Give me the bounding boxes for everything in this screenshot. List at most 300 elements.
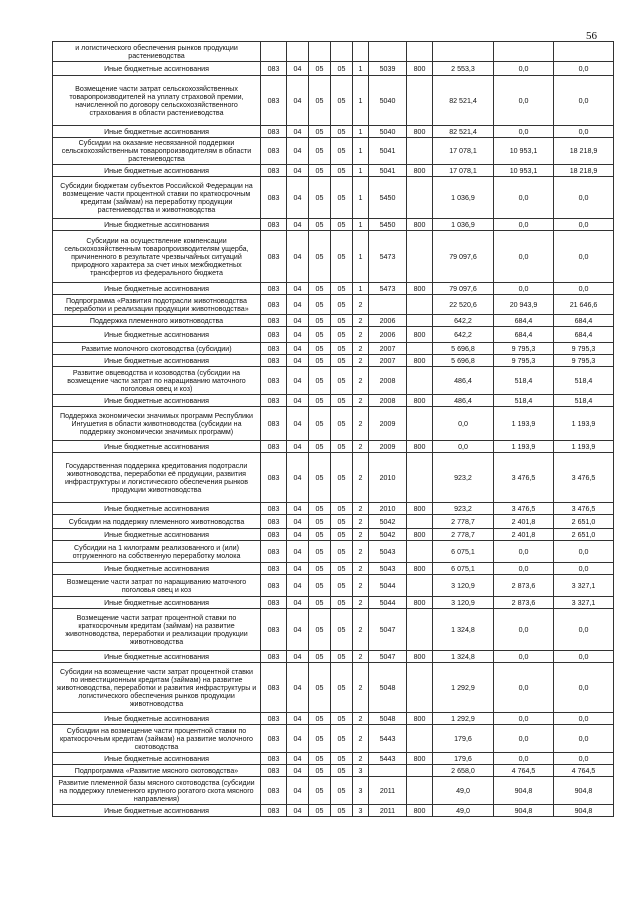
cell-amount-1: 642,2 [433, 327, 494, 343]
cell-amount-2: 0,0 [494, 76, 554, 126]
cell-subprogram: 2 [353, 503, 369, 515]
cell-subprogram: 3 [353, 777, 369, 805]
cell-expense-type [407, 777, 433, 805]
table-row [53, 651, 614, 663]
cell-program: 05 [331, 725, 353, 753]
cell-section: 04 [287, 575, 309, 597]
cell-expense-type: 800 [407, 283, 433, 295]
table-row [53, 283, 614, 295]
cell-code: 083 [261, 395, 287, 407]
cell-subsection: 05 [309, 515, 331, 529]
cell-expense-type [407, 575, 433, 597]
page-number: 56 [586, 30, 597, 42]
cell-amount-2: 0,0 [494, 563, 554, 575]
cell-section: 04 [287, 231, 309, 283]
cell-subsection: 05 [309, 753, 331, 765]
table-row [53, 609, 614, 651]
cell-subsection: 05 [309, 765, 331, 777]
cell-amount-1: 1 036,9 [433, 219, 494, 231]
table-row [53, 76, 614, 126]
cell-amount-2: 0,0 [494, 725, 554, 753]
table-row [53, 563, 614, 575]
cell-section: 04 [287, 441, 309, 453]
cell-article: 5040 [369, 126, 407, 138]
cell-amount-3: 0,0 [554, 753, 614, 765]
cell-name: Возмещение части затрат сельскохозяйственных товаропроизводителей на уплату страховой премии, начисленной по договору сельскохозяйственного страхования в области растениеводства [53, 76, 261, 126]
cell-section: 04 [287, 503, 309, 515]
cell-code: 083 [261, 805, 287, 817]
cell-name: Иные бюджетные ассигнования [53, 395, 261, 407]
table-row [53, 663, 614, 713]
cell-expense-type [407, 295, 433, 315]
table-row [53, 42, 614, 62]
cell-subsection: 05 [309, 165, 331, 177]
cell-amount-1: 5 696,8 [433, 355, 494, 367]
cell-code: 083 [261, 441, 287, 453]
cell-expense-type: 800 [407, 753, 433, 765]
cell-subprogram: 1 [353, 283, 369, 295]
cell-name: Иные бюджетные ассигнования [53, 597, 261, 609]
table-row [53, 295, 614, 315]
cell-subsection: 05 [309, 62, 331, 76]
cell-amount-1: 0,0 [433, 407, 494, 441]
cell-name: Субсидии на возмещение части процентной ставки по краткосрочным кредитам (займам) на развитие молочного скотоводства [53, 725, 261, 753]
cell-program: 05 [331, 609, 353, 651]
cell-subsection: 05 [309, 315, 331, 327]
cell-amount-1: 3 120,9 [433, 597, 494, 609]
cell-program: 05 [331, 441, 353, 453]
cell-expense-type [407, 42, 433, 62]
cell-article: 5039 [369, 62, 407, 76]
cell-subprogram: 3 [353, 765, 369, 777]
table-row [53, 62, 614, 76]
cell-amount-2: 4 764,5 [494, 765, 554, 777]
cell-subsection: 05 [309, 407, 331, 441]
cell-section: 04 [287, 355, 309, 367]
cell-amount-2: 518,4 [494, 395, 554, 407]
cell-amount-2: 684,4 [494, 327, 554, 343]
cell-amount-3: 1 193,9 [554, 407, 614, 441]
cell-expense-type [407, 407, 433, 441]
cell-amount-2: 904,8 [494, 805, 554, 817]
cell-subsection: 05 [309, 805, 331, 817]
cell-article: 2006 [369, 315, 407, 327]
cell-amount-3: 18 218,9 [554, 138, 614, 165]
cell-subsection: 05 [309, 327, 331, 343]
cell-expense-type: 800 [407, 62, 433, 76]
cell-amount-2: 3 476,5 [494, 453, 554, 503]
cell-subprogram: 2 [353, 441, 369, 453]
cell-section [287, 42, 309, 62]
cell-amount-2 [494, 42, 554, 62]
cell-amount-3 [554, 42, 614, 62]
cell-name: Иные бюджетные ассигнования [53, 219, 261, 231]
cell-amount-2: 10 953,1 [494, 165, 554, 177]
cell-amount-2: 0,0 [494, 219, 554, 231]
cell-article [369, 42, 407, 62]
cell-amount-2: 2 401,8 [494, 529, 554, 541]
table-row [53, 777, 614, 805]
cell-amount-3: 0,0 [554, 177, 614, 219]
table-row [53, 165, 614, 177]
cell-program: 05 [331, 503, 353, 515]
cell-subsection: 05 [309, 441, 331, 453]
cell-amount-2: 1 193,9 [494, 441, 554, 453]
cell-amount-3: 18 218,9 [554, 165, 614, 177]
cell-article: 2006 [369, 327, 407, 343]
cell-article: 5443 [369, 753, 407, 765]
cell-name: Поддержка экономически значимых программ Республики Ингушетия в области животноводства (субсидии на поддержку экономически значимых программ) [53, 407, 261, 441]
cell-section: 04 [287, 315, 309, 327]
cell-code: 083 [261, 453, 287, 503]
cell-amount-1: 0,0 [433, 441, 494, 453]
cell-section: 04 [287, 753, 309, 765]
cell-subsection: 05 [309, 541, 331, 563]
cell-name: Иные бюджетные ассигнования [53, 327, 261, 343]
cell-amount-2: 0,0 [494, 283, 554, 295]
cell-amount-3: 4 764,5 [554, 765, 614, 777]
cell-article [369, 295, 407, 315]
cell-name: Государственная поддержка кредитования подотрасли животноводства, переработки её продукции, развития инфраструктуры и логистического обеспечения рынков продукции животноводства [53, 453, 261, 503]
cell-expense-type [407, 663, 433, 713]
cell-code: 083 [261, 355, 287, 367]
cell-code: 083 [261, 663, 287, 713]
cell-amount-1: 49,0 [433, 805, 494, 817]
cell-subprogram: 1 [353, 231, 369, 283]
cell-section: 04 [287, 165, 309, 177]
cell-code: 083 [261, 327, 287, 343]
cell-amount-2: 0,0 [494, 651, 554, 663]
cell-subprogram: 2 [353, 367, 369, 395]
table-row [53, 529, 614, 541]
cell-code: 083 [261, 503, 287, 515]
cell-code: 083 [261, 651, 287, 663]
cell-subsection: 05 [309, 563, 331, 575]
cell-amount-2: 3 476,5 [494, 503, 554, 515]
cell-section: 04 [287, 651, 309, 663]
cell-code: 083 [261, 126, 287, 138]
cell-amount-2: 0,0 [494, 231, 554, 283]
cell-name: Субсидии на возмещение части затрат процентной ставки по инвестиционным кредитам (займам) на развитие животноводства, переработки и развития инфраструктуры и логистического обеспечения рынков продукции животноводства [53, 663, 261, 713]
table-row [53, 753, 614, 765]
cell-code: 083 [261, 219, 287, 231]
cell-expense-type: 800 [407, 126, 433, 138]
table-row [53, 407, 614, 441]
cell-article: 5043 [369, 541, 407, 563]
cell-subsection: 05 [309, 231, 331, 283]
cell-program: 05 [331, 138, 353, 165]
cell-subprogram [353, 42, 369, 62]
cell-program: 05 [331, 407, 353, 441]
cell-article: 5450 [369, 219, 407, 231]
cell-amount-2: 2 873,6 [494, 575, 554, 597]
cell-article: 2010 [369, 453, 407, 503]
cell-amount-1: 486,4 [433, 395, 494, 407]
cell-section: 04 [287, 395, 309, 407]
cell-amount-2: 684,4 [494, 315, 554, 327]
cell-section: 04 [287, 62, 309, 76]
cell-amount-3: 904,8 [554, 777, 614, 805]
cell-code: 083 [261, 231, 287, 283]
cell-amount-1: 17 078,1 [433, 138, 494, 165]
cell-amount-1: 1 324,8 [433, 651, 494, 663]
cell-amount-1 [433, 42, 494, 62]
cell-subprogram: 2 [353, 753, 369, 765]
table-row [53, 805, 614, 817]
cell-expense-type: 800 [407, 355, 433, 367]
cell-amount-3: 684,4 [554, 315, 614, 327]
cell-amount-1: 79 097,6 [433, 283, 494, 295]
cell-code: 083 [261, 515, 287, 529]
table-row [53, 441, 614, 453]
cell-program: 05 [331, 165, 353, 177]
table-row [53, 355, 614, 367]
cell-section: 04 [287, 126, 309, 138]
cell-subsection: 05 [309, 219, 331, 231]
cell-program: 05 [331, 177, 353, 219]
cell-article: 5048 [369, 713, 407, 725]
cell-amount-2: 0,0 [494, 713, 554, 725]
cell-code: 083 [261, 283, 287, 295]
cell-code: 083 [261, 541, 287, 563]
cell-subprogram: 2 [353, 663, 369, 713]
cell-amount-3: 0,0 [554, 651, 614, 663]
cell-program: 05 [331, 126, 353, 138]
cell-amount-1: 6 075,1 [433, 563, 494, 575]
cell-amount-3: 0,0 [554, 663, 614, 713]
table-row [53, 713, 614, 725]
cell-name: Возмещение части затрат процентной ставки по краткосрочным кредитам (займам) на развитие животноводства, переработки и реализации продукции животноводства [53, 609, 261, 651]
cell-article [369, 765, 407, 777]
cell-program: 05 [331, 219, 353, 231]
cell-section: 04 [287, 177, 309, 219]
cell-article: 5450 [369, 177, 407, 219]
cell-section: 04 [287, 597, 309, 609]
cell-amount-1: 6 075,1 [433, 541, 494, 563]
cell-name: Субсидии на поддержку племенного животноводства [53, 515, 261, 529]
cell-name: Подпрограмма «Развития подотрасли животноводства переработки и реализации продукции животноводства» [53, 295, 261, 315]
cell-expense-type [407, 231, 433, 283]
cell-subprogram: 2 [353, 713, 369, 725]
cell-program: 05 [331, 62, 353, 76]
cell-article: 5473 [369, 231, 407, 283]
cell-amount-3: 0,0 [554, 231, 614, 283]
table-row [53, 541, 614, 563]
cell-subprogram: 2 [353, 515, 369, 529]
cell-amount-3: 0,0 [554, 219, 614, 231]
cell-expense-type: 800 [407, 219, 433, 231]
cell-article: 2011 [369, 805, 407, 817]
cell-section: 04 [287, 343, 309, 355]
cell-subprogram: 2 [353, 651, 369, 663]
cell-amount-2: 0,0 [494, 541, 554, 563]
cell-program: 05 [331, 515, 353, 529]
cell-article: 5044 [369, 597, 407, 609]
cell-article: 5041 [369, 165, 407, 177]
cell-name: Субсидии на осуществление компенсации сельскохозяйственным товаропроизводителям ущерба, причиненного в результате чрезвычайных ситуаций природного характера за счет иных межбюджетных трансфертов из федерального бюджета [53, 231, 261, 283]
cell-subprogram: 1 [353, 126, 369, 138]
cell-amount-1: 1 324,8 [433, 609, 494, 651]
cell-subsection: 05 [309, 663, 331, 713]
cell-article: 5042 [369, 515, 407, 529]
cell-amount-2: 9 795,3 [494, 343, 554, 355]
cell-article: 2007 [369, 355, 407, 367]
cell-subsection: 05 [309, 295, 331, 315]
cell-expense-type: 800 [407, 805, 433, 817]
cell-subprogram: 1 [353, 177, 369, 219]
cell-amount-3: 2 651,0 [554, 529, 614, 541]
cell-subsection: 05 [309, 126, 331, 138]
cell-program: 05 [331, 651, 353, 663]
cell-amount-2: 2 873,6 [494, 597, 554, 609]
cell-amount-1: 17 078,1 [433, 165, 494, 177]
cell-name: Иные бюджетные ассигнования [53, 753, 261, 765]
table-row [53, 177, 614, 219]
cell-amount-2: 9 795,3 [494, 355, 554, 367]
cell-expense-type [407, 138, 433, 165]
cell-program [331, 42, 353, 62]
cell-amount-3: 518,4 [554, 395, 614, 407]
table-row [53, 597, 614, 609]
cell-expense-type [407, 725, 433, 753]
cell-amount-3: 9 795,3 [554, 343, 614, 355]
cell-subsection: 05 [309, 76, 331, 126]
cell-subprogram: 2 [353, 355, 369, 367]
cell-subsection: 05 [309, 713, 331, 725]
cell-program: 05 [331, 327, 353, 343]
cell-subsection: 05 [309, 177, 331, 219]
cell-subprogram: 1 [353, 62, 369, 76]
cell-section: 04 [287, 541, 309, 563]
cell-section: 04 [287, 76, 309, 126]
cell-program: 05 [331, 355, 353, 367]
cell-subsection: 05 [309, 597, 331, 609]
cell-amount-3: 0,0 [554, 283, 614, 295]
cell-name: Иные бюджетные ассигнования [53, 713, 261, 725]
cell-subsection: 05 [309, 609, 331, 651]
cell-subprogram: 1 [353, 76, 369, 126]
cell-article: 5042 [369, 529, 407, 541]
table-row [53, 138, 614, 165]
cell-code: 083 [261, 529, 287, 541]
cell-section: 04 [287, 367, 309, 395]
cell-amount-1: 82 521,4 [433, 76, 494, 126]
cell-amount-1: 179,6 [433, 753, 494, 765]
cell-subprogram: 2 [353, 529, 369, 541]
cell-amount-3: 684,4 [554, 327, 614, 343]
table-row [53, 725, 614, 753]
cell-subprogram: 2 [353, 609, 369, 651]
cell-amount-3: 0,0 [554, 126, 614, 138]
cell-subprogram: 2 [353, 327, 369, 343]
cell-amount-2: 2 401,8 [494, 515, 554, 529]
cell-expense-type: 800 [407, 503, 433, 515]
cell-amount-3: 518,4 [554, 367, 614, 395]
cell-code: 083 [261, 165, 287, 177]
cell-program: 05 [331, 315, 353, 327]
cell-program: 05 [331, 231, 353, 283]
cell-section: 04 [287, 777, 309, 805]
cell-subsection [309, 42, 331, 62]
table-row [53, 327, 614, 343]
cell-name: Возмещение части затрат по наращиванию маточного поголовья овец и коз [53, 575, 261, 597]
cell-expense-type: 800 [407, 395, 433, 407]
cell-expense-type: 800 [407, 651, 433, 663]
cell-section: 04 [287, 515, 309, 529]
cell-expense-type: 800 [407, 327, 433, 343]
cell-article: 5044 [369, 575, 407, 597]
cell-code: 083 [261, 62, 287, 76]
cell-code: 083 [261, 765, 287, 777]
cell-subprogram: 2 [353, 407, 369, 441]
cell-program: 05 [331, 663, 353, 713]
cell-subprogram: 1 [353, 165, 369, 177]
cell-article: 2011 [369, 777, 407, 805]
table-row [53, 395, 614, 407]
cell-section: 04 [287, 713, 309, 725]
cell-code: 083 [261, 753, 287, 765]
cell-amount-1: 179,6 [433, 725, 494, 753]
cell-program: 05 [331, 805, 353, 817]
cell-program: 05 [331, 529, 353, 541]
cell-expense-type [407, 177, 433, 219]
cell-subprogram: 1 [353, 138, 369, 165]
cell-amount-3: 0,0 [554, 62, 614, 76]
cell-amount-3: 0,0 [554, 609, 614, 651]
cell-subprogram: 2 [353, 395, 369, 407]
cell-subprogram: 2 [353, 295, 369, 315]
cell-expense-type [407, 609, 433, 651]
cell-subsection: 05 [309, 395, 331, 407]
cell-subsection: 05 [309, 529, 331, 541]
cell-article: 5473 [369, 283, 407, 295]
cell-code: 083 [261, 725, 287, 753]
cell-name: Иные бюджетные ассигнования [53, 805, 261, 817]
cell-code: 083 [261, 138, 287, 165]
cell-amount-3: 0,0 [554, 563, 614, 575]
cell-article: 5048 [369, 663, 407, 713]
cell-code: 083 [261, 713, 287, 725]
cell-amount-1: 923,2 [433, 503, 494, 515]
table-row [53, 765, 614, 777]
table-row [53, 367, 614, 395]
cell-subprogram: 2 [353, 563, 369, 575]
cell-article: 2007 [369, 343, 407, 355]
table-row [53, 231, 614, 283]
cell-amount-1: 2 658,0 [433, 765, 494, 777]
cell-article: 5041 [369, 138, 407, 165]
cell-article: 2008 [369, 367, 407, 395]
cell-program: 05 [331, 283, 353, 295]
cell-program: 05 [331, 541, 353, 563]
cell-article: 2009 [369, 441, 407, 453]
cell-amount-1: 1 036,9 [433, 177, 494, 219]
cell-article: 2009 [369, 407, 407, 441]
cell-section: 04 [287, 327, 309, 343]
budget-table [52, 41, 614, 817]
cell-amount-3: 2 651,0 [554, 515, 614, 529]
cell-subprogram: 2 [353, 453, 369, 503]
cell-name: Иные бюджетные ассигнования [53, 126, 261, 138]
cell-amount-2: 20 943,9 [494, 295, 554, 315]
cell-subsection: 05 [309, 283, 331, 295]
cell-amount-3: 21 646,6 [554, 295, 614, 315]
cell-name: Субсидии на 1 килограмм реализованного и (или) отгруженного на собственную переработку молока [53, 541, 261, 563]
cell-program: 05 [331, 343, 353, 355]
cell-amount-2: 1 193,9 [494, 407, 554, 441]
table-row [53, 503, 614, 515]
cell-name: Иные бюджетные ассигнования [53, 503, 261, 515]
